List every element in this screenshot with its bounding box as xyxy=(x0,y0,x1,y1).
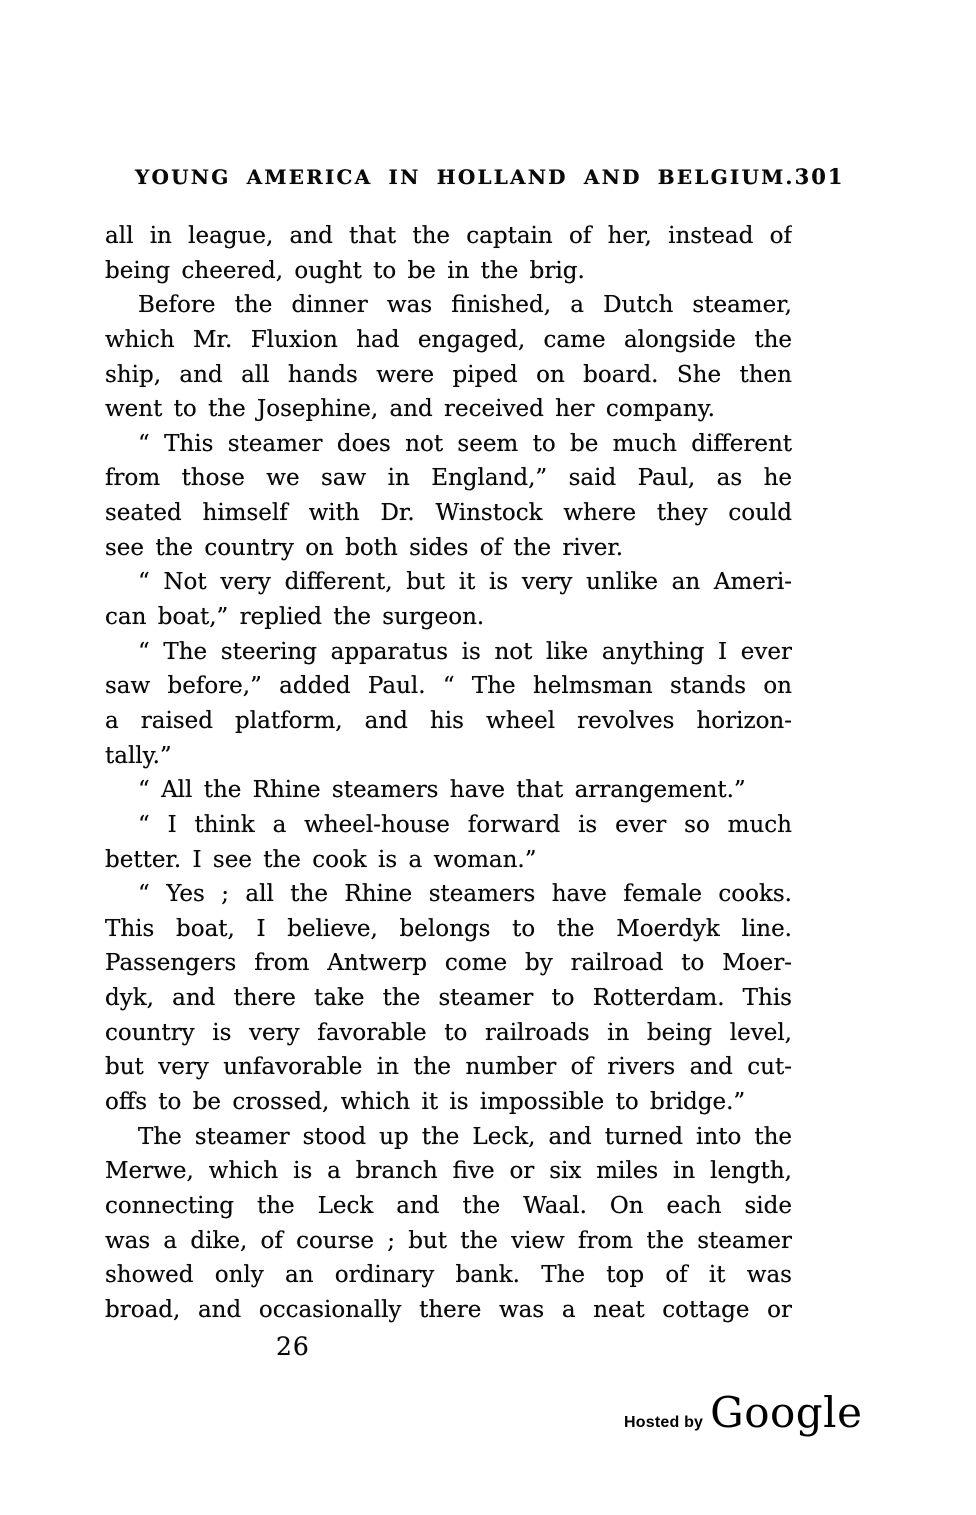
text-line: offs to be crossed, which it is impossible to bridge.” xyxy=(105,1089,746,1116)
text-line: “ Yes ; all the Rhine steamers have female cooks. xyxy=(138,881,792,908)
text-line: “ All the Rhine steamers have that arrangement.” xyxy=(138,777,746,804)
text-line: all in league, and that the captain of her, instead of xyxy=(105,223,792,249)
text-line: a raised platform, and his wheel revolves horizon- xyxy=(105,707,792,734)
hosted-by-label: Hosted by xyxy=(624,1414,704,1431)
text-line: being cheered, ought to be in the brig. xyxy=(105,257,585,284)
google-watermark xyxy=(624,1388,863,1437)
text-line: can boat,” replied the surgeon. xyxy=(105,604,485,631)
text-line: from those we saw in England,” said Paul, as he xyxy=(105,465,792,492)
text-line: connecting the Leck and the Waal. On each side xyxy=(105,1192,792,1219)
text-line: tally.” xyxy=(105,742,172,769)
text-line: which Mr. Fluxion had engaged, came alongside the xyxy=(105,326,792,353)
text-line: broad, and occasionally there was a neat cottage or xyxy=(105,1296,792,1323)
google-logo: Google xyxy=(710,1388,863,1437)
text-line: was a dike, of course ; but the view from the steamer xyxy=(105,1227,792,1254)
text-line: “ I think a wheel-house forward is ever so much xyxy=(138,811,792,838)
text-line: Before the dinner was finished, a Dutch steamer, xyxy=(138,292,792,319)
text-line: dyk, and there take the steamer to Rotterdam. This xyxy=(105,985,792,1012)
text-line: went to the Josephine, and received her company. xyxy=(105,396,715,423)
text-line: The steamer stood up the Leck, and turned into the xyxy=(138,1123,792,1150)
text-line: “ The steering apparatus is not like anything I ever xyxy=(138,638,792,665)
running-header xyxy=(105,164,845,189)
text-line: ship, and all hands were piped on board. She then xyxy=(105,361,792,388)
page-number-bottom: 26 xyxy=(276,1332,310,1361)
text-line: country is very favorable to railroads in being level, xyxy=(105,1019,792,1046)
text-line: Merwe, which is a branch five or six miles in length, xyxy=(105,1158,792,1185)
text-line: “ Not very different, but it is very unlike an Ameri- xyxy=(138,569,792,596)
body-text xyxy=(105,219,792,1328)
text-line: This boat, I believe, belongs to the Moerdyk line. xyxy=(105,915,792,942)
text-line: better. I see the cook is a woman.” xyxy=(105,846,537,873)
text-line: but very unfavorable in the number of rivers and cut- xyxy=(105,1054,792,1081)
text-line: see the country on both sides of the river. xyxy=(105,534,624,561)
text-line: Passengers from Antwerp come by railroad to Moer- xyxy=(105,950,792,977)
text-line: seated himself with Dr. Winstock where they could xyxy=(105,500,792,527)
running-title: YOUNG AMERICA IN HOLLAND AND BELGIUM. xyxy=(135,165,795,189)
text-line: saw before,” added Paul. “ The helmsman stands on xyxy=(105,673,792,700)
text-line: showed only an ordinary bank. The top of it was xyxy=(105,1262,792,1289)
text-line: “ This steamer does not seem to be much different xyxy=(138,430,792,457)
page-number-top: 301 xyxy=(794,164,845,189)
